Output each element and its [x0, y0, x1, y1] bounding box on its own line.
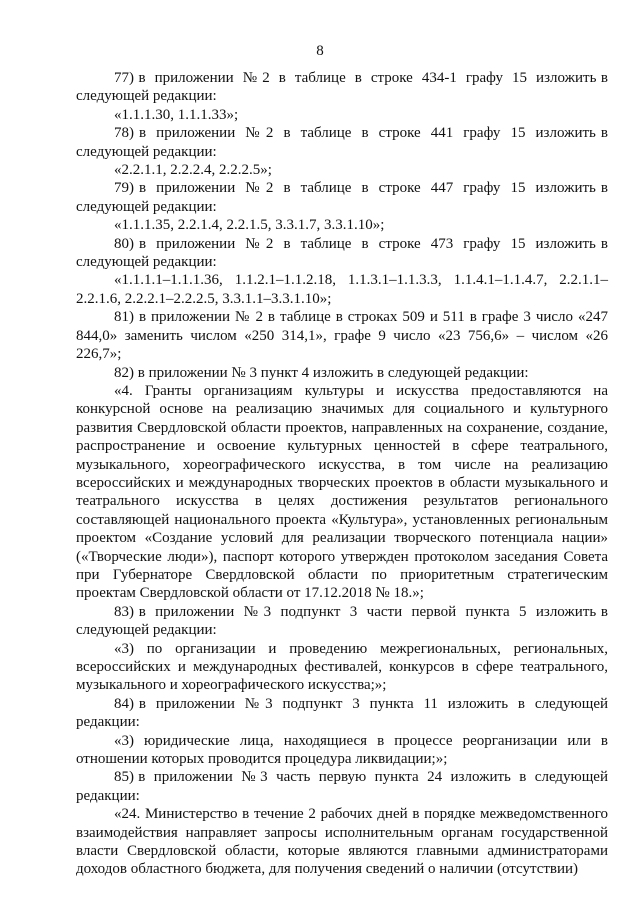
paragraph-item-77: 77) в приложении № 2 в таблице в строке 434-1 графу 15 изложить в следующей редакции:: [76, 70, 612, 105]
paragraph-item-82: 82) в приложении № 3 пункт 4 изложить в следующей редакции:: [114, 364, 529, 381]
page-number: 8: [316, 43, 324, 59]
quoted-subclause-3-point-5: «3) по организации и проведению межрегиональных, региональных, всероссийских и международных фестивалей, конкурсов в сфере театрального, музыкального и хореографического искусства;»;: [76, 640, 612, 694]
replacement-value-78: «2.2.1.1, 2.2.2.4, 2.2.2.5»;: [114, 162, 272, 179]
replacement-value-79: «1.1.1.35, 2.2.1.4, 2.2.1.5, 3.3.1.7, 3.3.1.10»;: [114, 217, 385, 234]
quoted-subclause-3-point-11: «3) юридические лица, находящиеся в процессе реорганизации или в отношении которых проводится процедура ликвидации;»;: [76, 732, 612, 768]
paragraph-item-83: 83) в приложении № 3 подпункт 3 части первой пункта 5 изложить в следующей редакции:: [76, 603, 612, 639]
paragraph-item-78: 78) в приложении № 2 в таблице в строке 441 графу 15 изложить в следующей редакции:: [76, 125, 612, 160]
replacement-value-80: «1.1.1.1–1.1.1.36, 1.1.2.1–1.1.2.18, 1.1.3.1–1.1.3.3, 1.1.4.1–1.1.4.7, 2.2.1.1–2.2.1.6, 2.2.2.1–2.2.2.5, 3.3.1.1–3.3.1.10»;: [76, 272, 608, 307]
paragraph-item-80: 80) в приложении № 2 в таблице в строке 473 графу 15 изложить в следующей редакции:: [76, 235, 612, 271]
document-body: [76, 69, 612, 879]
replacement-value-77: «1.1.1.30, 1.1.1.33»;: [114, 106, 239, 123]
paragraph-item-79: 79) в приложении № 2 в таблице в строке 447 графу 15 изложить в следующей редакции:: [76, 180, 612, 215]
paragraph-item-81: 81) в приложении № 2 в таблице в строках 509 и 511 в графе 3 число «247 844,0» заменить числом «250 314,1», графе 9 число «23 756,6» – числом «26 226,7»;: [76, 309, 612, 363]
paragraph-item-84: 84) в приложении № 3 подпункт 3 пункта 11 изложить в следующей редакции:: [76, 695, 612, 731]
quoted-clause-4: «4. Гранты организациям культуры и искусства предоставляются на конкурсной основе на реализацию значимых для социального и культурного развития Свердловской области проектов, направленных на сохранение, создание, распространение и освоение культурных ценностей в сфере театрального, музыкального, хореографического искусства, в том числе на реализацию всероссийских и международных творческих проектов в области музыкального и театрального искусства в целях достижения результатов регионального составляющей национального проекта «Культура», установленных региональным проектом «Создание условий для реализации творческого потенциала нации» («Творческие люди»), паспорт которого утвержден протоколом заседания Совета при Губернаторе Свердловской области по приоритетным стратегическим проектам Свердловской области от 17.12.2018 № 18.»;: [76, 382, 612, 602]
quoted-clause-24: «24. Министерство в течение 2 рабочих дней в порядке межведомственного взаимодействия направляет запросы исполнительным органам государственной власти Свердловской области, которые являются главными администраторами доходов областного бюджета, для получения сведений о наличии (отсутствии): [76, 806, 612, 878]
paragraph-item-85: 85) в приложении № 3 часть первую пункта 24 изложить в следующей редакции:: [76, 769, 612, 804]
